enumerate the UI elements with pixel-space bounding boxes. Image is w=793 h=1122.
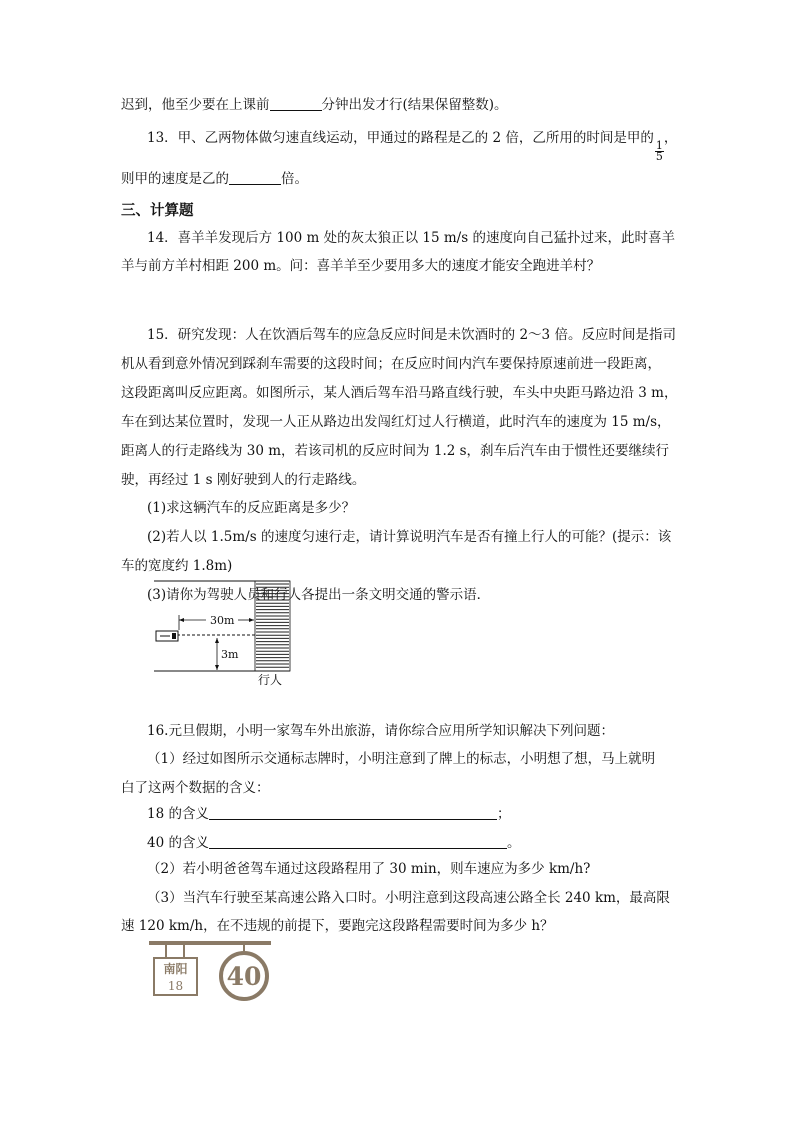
crosswalk bbox=[255, 581, 290, 671]
meaning40-blank bbox=[209, 834, 507, 849]
q13-line1 bbox=[147, 129, 677, 162]
q15-line4: 车在到达某位置时，发现一人正从路边出发闯红灯过人行横道，此时汽车的速度为 15 m/s， bbox=[121, 414, 671, 430]
meaning18-label: 18 的含义 bbox=[147, 806, 209, 822]
q14-line1: 14．喜羊羊发现后方 100 m 处的灰太狼正以 15 m/s 的速度向自己猛扑过来，此时喜羊 bbox=[147, 230, 675, 246]
fraction-numerator: 1 bbox=[655, 139, 663, 152]
q16-p3-line2: 速 120 km/h，在不违规的前提下，要跑完这段路程需要时间为多少 h？ bbox=[121, 918, 554, 934]
q16-p2: （2）若小明爸爸驾车通过这段路程用了 30 min，则车速应为多少 km/h? bbox=[147, 861, 591, 877]
q15-line3: 这段距离叫反应距离。如图所示，某人酒后驾车沿马路直线行驶，车头中央距马路边沿 3 m， bbox=[121, 385, 678, 401]
arrowhead-up-icon bbox=[215, 638, 219, 643]
q15-line1: 15．研究发现：人在饮酒后驾车的应急反应时间是未饮酒时的 2～3 倍。反应时间是指司 bbox=[147, 327, 676, 343]
q12-text-after: 分钟出发才行(结果保留整数)。 bbox=[321, 97, 508, 113]
traffic-sign-figure bbox=[148, 938, 273, 1006]
arrowhead-left-icon bbox=[179, 618, 184, 622]
q13-fraction bbox=[655, 141, 664, 162]
offset-label: 3m bbox=[221, 648, 239, 661]
q13-text-after: 倍。 bbox=[281, 171, 308, 187]
q15-line5: 距离人的行走路线为 30 m，若该司机的反应时间为 1.2 s，刹车后汽车由于惯性还要继续行 bbox=[121, 443, 670, 459]
sign-distance: 18 bbox=[167, 979, 184, 993]
q13-comma: ， bbox=[663, 130, 678, 146]
q13-text-before: 则甲的速度是乙的 bbox=[121, 171, 229, 187]
arrowhead-down-icon bbox=[215, 665, 219, 670]
q15-sub2-line2: 车的宽度约 1.8m) bbox=[121, 558, 233, 574]
section-heading: 三、计算题 bbox=[121, 203, 194, 219]
q15-sub3: (3)请你为驾驶人员和行人各提出一条文明交通的警示语． bbox=[147, 587, 491, 603]
sign-place-name: 南阳 bbox=[163, 962, 188, 976]
speed-limit-value: 40 bbox=[226, 962, 262, 991]
q13-answer-blank bbox=[229, 170, 281, 185]
q16-p3-line1: （3）当汽车行驶至某高速公路入口时。小明注意到这段高速公路全长 240 km，最高限 bbox=[147, 890, 670, 906]
q12-line bbox=[121, 96, 508, 114]
pedestrian-label: 行人 bbox=[258, 673, 283, 687]
meaning18-end: ； bbox=[496, 806, 511, 822]
q16-p1-line1: （1）经过如图所示交通标志牌时，小明注意到了牌上的标志，小明想了想，马上就明 bbox=[147, 751, 656, 767]
q12-text-before: 迟到，他至少要在上课前 bbox=[121, 97, 270, 113]
q14-line2: 羊与前方羊村相距 200 m。问：喜羊羊至少要用多大的速度才能安全跑进羊村？ bbox=[121, 258, 601, 274]
q15-sub1: (1)求这辆汽车的反应距离是多少？ bbox=[147, 500, 356, 516]
q15-line2: 机从看到意外情况到踩刹车需要的这段时间；在反应时间内汽车要保持原速前进一段距离， bbox=[121, 356, 661, 372]
q15-line6: 驶，再经过 1 s 刚好驶到人的行走路线。 bbox=[121, 472, 366, 488]
q13-text: 13．甲、乙两物体做匀速直线运动，甲通过的路程是乙的 2 倍，乙所用的时间是甲的 bbox=[147, 130, 654, 146]
q12-answer-blank bbox=[270, 96, 322, 111]
q15-sub2-line1: (2)若人以 1.5m/s 的速度匀速行走，请计算说明汽车是否有撞上行人的可能？(提示：该 bbox=[147, 529, 672, 545]
fraction-denominator: 5 bbox=[655, 150, 663, 163]
meaning40-end: 。 bbox=[506, 835, 521, 851]
car-icon bbox=[156, 631, 178, 641]
distance-label: 30m bbox=[210, 614, 235, 627]
q16-p1-line2: 白了这两个数据的含义： bbox=[121, 780, 270, 796]
road-diagram bbox=[150, 578, 310, 688]
q16-line1: 16.元旦假期，小明一家驾车外出旅游，请你综合应用所学知识解决下列问题： bbox=[147, 723, 614, 739]
meaning40-label: 40 的含义 bbox=[147, 835, 209, 851]
q16-meaning40-line bbox=[147, 834, 520, 852]
q13-line2 bbox=[121, 170, 308, 188]
sign-bar bbox=[149, 941, 271, 945]
q16-meaning18-line bbox=[147, 805, 510, 823]
arrowhead-right-icon bbox=[249, 618, 254, 622]
meaning18-blank bbox=[209, 805, 497, 820]
